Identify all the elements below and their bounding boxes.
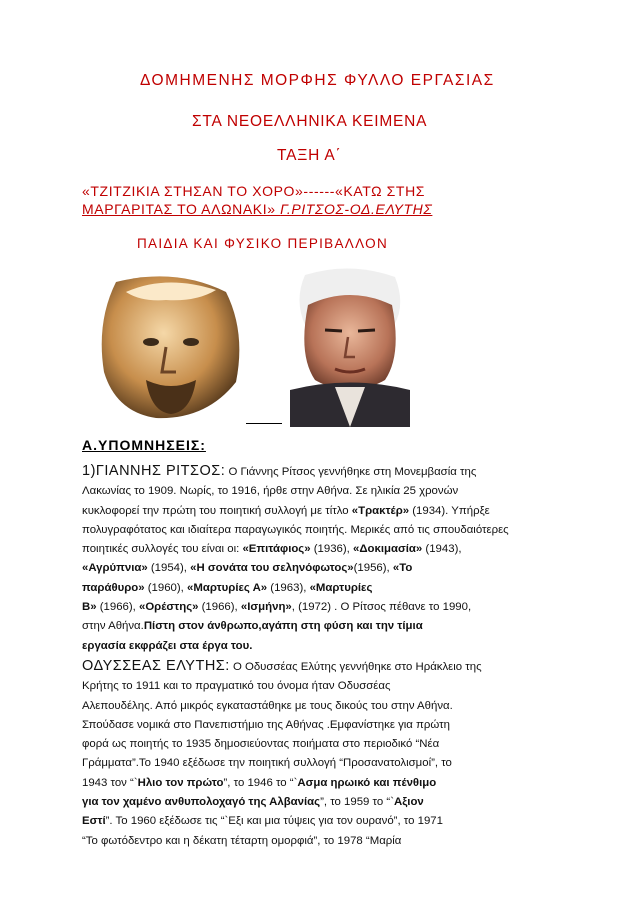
ritsos-text: κυκλοφορεί την πρώτη του ποιητική συλλογή με τίτλο [82,504,352,517]
elytis-work: Αξιον [393,796,424,809]
elytis-photo [290,265,410,427]
elytis-line [82,793,560,812]
ritsos-line [82,502,560,521]
ritsos-text: (1966), [198,601,241,614]
ritsos-line [82,462,560,482]
ritsos-name: 1)ΓΙΑΝΝΗΣ ΡΙΤΣΟΣ: [82,463,226,479]
poem-titles-line2 [82,201,432,217]
ritsos-text: Ο Γιάννης Ρίτσος γεννήθηκε στη Μονεμβασία της [225,466,477,478]
ritsos-text: (1936), [310,543,353,556]
elytis-text: ”. Το 1960 εξέδωσε τις “`Εξι και μια τύψεις για τον ουρανό”, το 1971 [105,815,443,828]
worksheet-theme: ΠΑΙΔΙΑ ΚΑΙ ΦΥΣΙΚΟ ΠΕΡΙΒΑΛΛΟΝ [137,236,388,251]
elytis-paragraph [82,657,560,851]
ritsos-work: «Η σονάτα του σεληνόφωτος» [190,562,354,575]
ritsos-work: «Το [392,562,413,575]
elytis-line [82,657,560,677]
elytis-line: “Το φωτόδεντρο και η δέκατη τέταρτη ομορφιά”, το 1978 “Μαρία [82,834,402,847]
ritsos-emphasis: εργασία εκφράζει στα έργα του. [82,639,253,652]
ritsos-line [82,598,560,617]
image-caption-line [246,423,282,424]
ritsos-text: (1960), [144,581,188,594]
worksheet-class: ΤΑΞΗ Α΄ [277,147,342,164]
ritsos-text: στην Αθήνα. [82,620,144,633]
ritsos-work: «Ισμήνη» [240,601,292,614]
worksheet-title: ΔΟΜΗΜΕΝΗΣ ΜΟΡΦΗΣ ΦΥΛΛΟ ΕΡΓΑΣΙΑΣ [140,72,495,89]
ritsos-work: «Δοκιμασία» [353,543,423,556]
elytis-line [82,774,560,793]
elytis-line: Γράμματα”.Το 1940 εξέδωσε την ποιητική συλλογή “Προσανατολισμοί”, το [82,757,452,770]
elytis-line: Σπούδασε νομικά στο Πανεπιστήμιο της Αθήνας .Εμφανίστηκε για πρώτη [82,718,450,731]
ritsos-emphasis: Πίστη στον άνθρωπο,αγάπη στη φύση και την τίμια [143,620,423,633]
ritsos-text: (1934). Υπήρξε [409,504,490,517]
ritsos-line [82,559,560,578]
ritsos-text: (1963), [267,581,310,594]
ritsos-work: «Μαρτυρίες Α» [187,581,268,594]
elytis-work: Ηλιο τον πρώτο [137,776,224,789]
elytis-work: Εστί [82,815,106,828]
ritsos-work: Β» [82,601,97,614]
ritsos-line: πολυγραφότατος και ιδιαίτερα παραγωγικός ποιητής. Μερικές από τις σπουδαιότερες [82,523,509,536]
elytis-line: Κρήτης το 1911 και το πραγματικό του όνομα ήταν Οδυσσέας [82,680,391,693]
ritsos-text: , (1972) . Ο Ρίτσος πέθανε το 1990, [291,601,472,614]
ritsos-text: ποιητικές συλλογές του είναι οι: [82,543,243,556]
poem-titles-text: ΜΑΡΓΑΡΙΤΑΣ ΤΟ ΑΛΩΝΑΚΙ» [82,201,281,217]
elytis-line: Αλεπουδέλης. Από μικρός εγκαταστάθηκε με τους δικούς του στην Αθήνα. [82,699,453,712]
ritsos-work: «Μαρτυρίες [309,581,373,594]
ritsos-line [82,540,560,559]
elytis-text: ”, το 1959 το “` [320,796,394,809]
elytis-text: Ο Οδυσσέας Ελύτης γεννήθηκε στο Ηράκλειο της [229,661,482,673]
ritsos-line [82,579,560,598]
ritsos-work: «Τρακτέρ» [351,504,410,517]
elytis-line [82,812,560,831]
worksheet-subject: ΣΤΑ ΝΕΟΕΛΛΗΝΙΚΑ ΚΕΙΜΕΝΑ [192,113,428,130]
ritsos-work: παράθυρο» [82,581,145,594]
elytis-work: Ασμα ηρωικό και πένθιμο [297,776,437,789]
elytis-work: για τον χαμένο ανθυπολοχαγό της Αλβανίας [82,796,321,809]
poem-titles-line1: «ΤΖΙΤΖΙΚΙΑ ΣΤΗΣΑΝ ΤΟ ΧΟΡΟ»------«ΚΑΤΩ ΣΤΗΣ [82,183,426,199]
ritsos-text: (1956), [353,562,393,575]
section-title: Α.ΥΠΟΜΝΗΣΕΙΣ: [82,437,206,453]
ritsos-work: «Επιτάφιος» [242,543,311,556]
ritsos-text: (1943), [422,543,462,556]
ritsos-line: Λακωνίας το 1909. Νωρίς, το 1916, ήρθε στην Αθήνα. Σε ηλικία 25 χρονών [82,485,459,498]
ritsos-work: «Ορέστης» [138,601,199,614]
ritsos-line [82,617,560,636]
elytis-line: φορά ως ποιητής το 1935 δημοσιεύοντας ποιήματα στο περιοδικό “Νέα [82,738,440,751]
ritsos-line [82,637,560,656]
elytis-text: 1943 τον “` [82,776,138,789]
ritsos-paragraph [82,462,560,656]
ritsos-text: (1954), [147,562,191,575]
ritsos-text: (1966), [96,601,139,614]
poets-names: Γ.ΡΙΤΣΟΣ-ΟΔ.ΕΛΥΤΗΣ [280,201,433,217]
ritsos-photo [96,272,246,420]
ritsos-work: «Αγρύπνια» [82,562,148,575]
elytis-name: ΟΔΥΣΣΕΑΣ ΕΛΥΤΗΣ: [82,658,230,674]
elytis-text: ”, το 1946 το “` [223,776,298,789]
